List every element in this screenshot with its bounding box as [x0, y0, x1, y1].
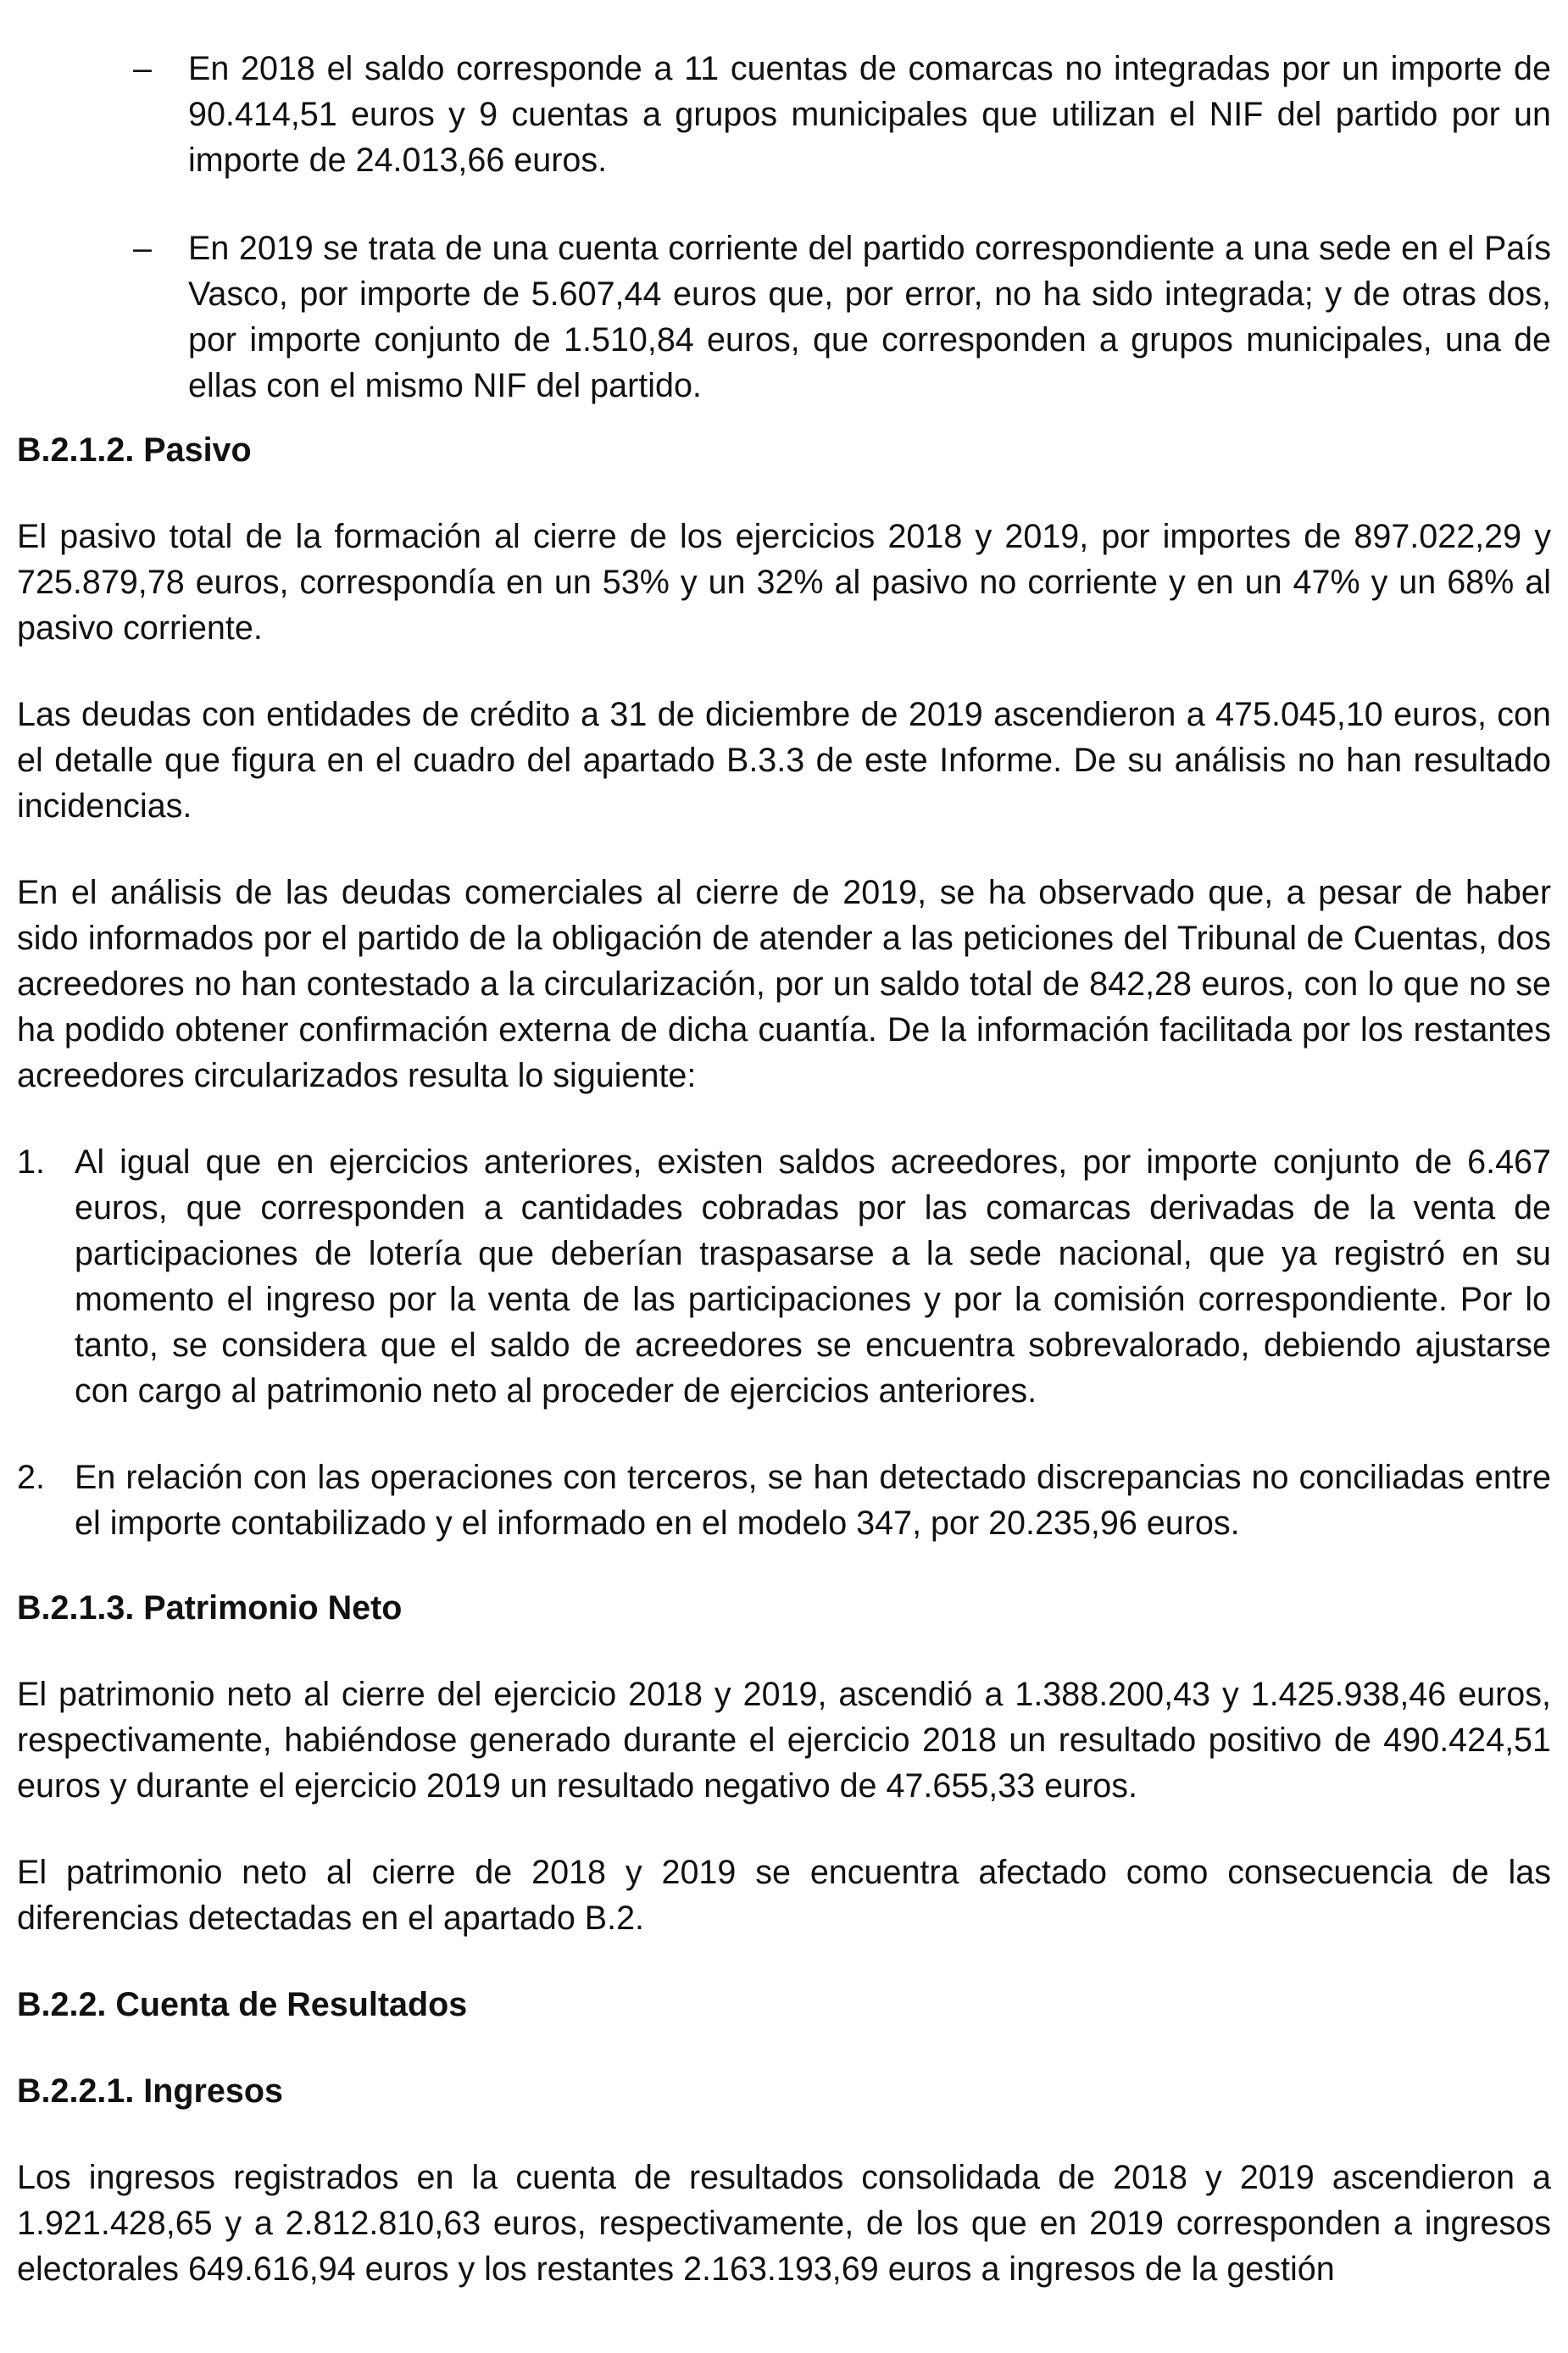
- section-heading-ingresos: B.2.2.1. Ingresos: [17, 2072, 283, 2110]
- paragraph: En el análisis de las deudas comerciales al cierre de 2019, se ha observado que, a pesar de haber sido informados por el partido de la obligación de atender a las peticiones del Tribunal de Cuentas, dos acreedores no han contestado a la circularización, por un saldo total de 842,28 euros, con lo que no se ha podido obtener confirmación externa de dicha cuantía. De la información facilitada por los restantes acreedores circularizados resulta lo siguiente:: [17, 874, 1551, 1094]
- paragraph: El patrimonio neto al cierre de 2018 y 2019 se encuentra afectado como consecuencia de las diferencias detectadas en el apartado B.2.: [17, 1854, 1551, 1937]
- list-item-text: En relación con las operaciones con terceros, se han detectado discrepancias no conciliadas entre el importe contabilizado y el informado en el modelo 347, por 20.235,96 euros.: [75, 1459, 1551, 1542]
- section-heading-pasivo: B.2.1.2. Pasivo: [17, 431, 252, 469]
- dash-list-item: [17, 225, 1551, 409]
- list-item-text: Al igual que en ejercicios anteriores, existen saldos acreedores, por importe conjunto de 6.467 euros, que corresponden a cantidades cobradas por las comarcas derivadas de la venta de participaciones de lotería que deberían traspasarse a la sede nacional, que ya registró en su momento el ingreso por la venta de las participaciones y por la comisión correspondiente. Por lo tanto, se considera que el saldo de acreedores se encuentra sobrevalorado, debiendo ajustarse con cargo al patrimonio neto al proceder de ejercicios anteriores.: [75, 1143, 1551, 1410]
- section-heading-patrimonio: B.2.1.3. Patrimonio Neto: [17, 1589, 403, 1627]
- dash-bullet: –: [133, 50, 152, 87]
- paragraph: Los ingresos registrados en la cuenta de resultados consolidada de 2018 y 2019 ascendieron a 1.921.428,65 y a 2.812.810,63 euros, respectivamente, de los que en 2019 corresponden a ingresos electorales 649.616,94 euros y los restantes 2.163.193,69 euros a ingresos de la gestión: [17, 2159, 1551, 2288]
- paragraph: El pasivo total de la formación al cierre de los ejercicios 2018 y 2019, por importes de 897.022,29 y 725.879,78 euros, correspondía en un 53% y un 32% al pasivo no corriente y en un 47% y un 68% al pasivo corriente.: [17, 518, 1551, 647]
- dash-list: [17, 46, 1551, 409]
- dash-item-text: En 2018 el saldo corresponde a 11 cuentas de comarcas no integradas por un importe de 90.414,51 euros y 9 cuentas a grupos municipales que utilizan el NIF del partido por un importe de 24.013,66 euros.: [188, 50, 1551, 179]
- paragraph: El patrimonio neto al cierre del ejercicio 2018 y 2019, ascendió a 1.388.200,43 y 1.425.938,46 euros, respectivamente, habiéndose generado durante el ejercicio 2018 un resultado positivo de 490.424,51 euros y durante el ejercicio 2019 un resultado negativo de 47.655,33 euros.: [17, 1676, 1551, 1805]
- dash-item-text: En 2019 se trata de una cuenta corriente del partido correspondiente a una sede en el País Vasco, por importe de 5.607,44 euros que, por error, no ha sido integrada; y de otras dos, por importe conjunto de 1.510,84 euros, que corresponden a grupos municipales, una de ellas con el mismo NIF del partido.: [188, 230, 1551, 404]
- dash-bullet: –: [133, 230, 152, 267]
- list-marker: 1.: [17, 1143, 45, 1181]
- paragraph: Las deudas con entidades de crédito a 31 de diciembre de 2019 ascendieron a 475.045,10 euros, con el detalle que figura en el cuadro del apartado B.3.3 de este Informe. De su análisis no han resultado incidencias.: [17, 696, 1551, 825]
- numbered-list: [17, 1139, 1551, 1546]
- section-heading-resultados: B.2.2. Cuenta de Resultados: [17, 1986, 468, 2023]
- numbered-list-item: [17, 1455, 1551, 1546]
- numbered-list-item: [17, 1139, 1551, 1414]
- dash-list-item: [17, 46, 1551, 183]
- list-marker: 2.: [17, 1459, 45, 1496]
- document-page: [17, 46, 1551, 2292]
